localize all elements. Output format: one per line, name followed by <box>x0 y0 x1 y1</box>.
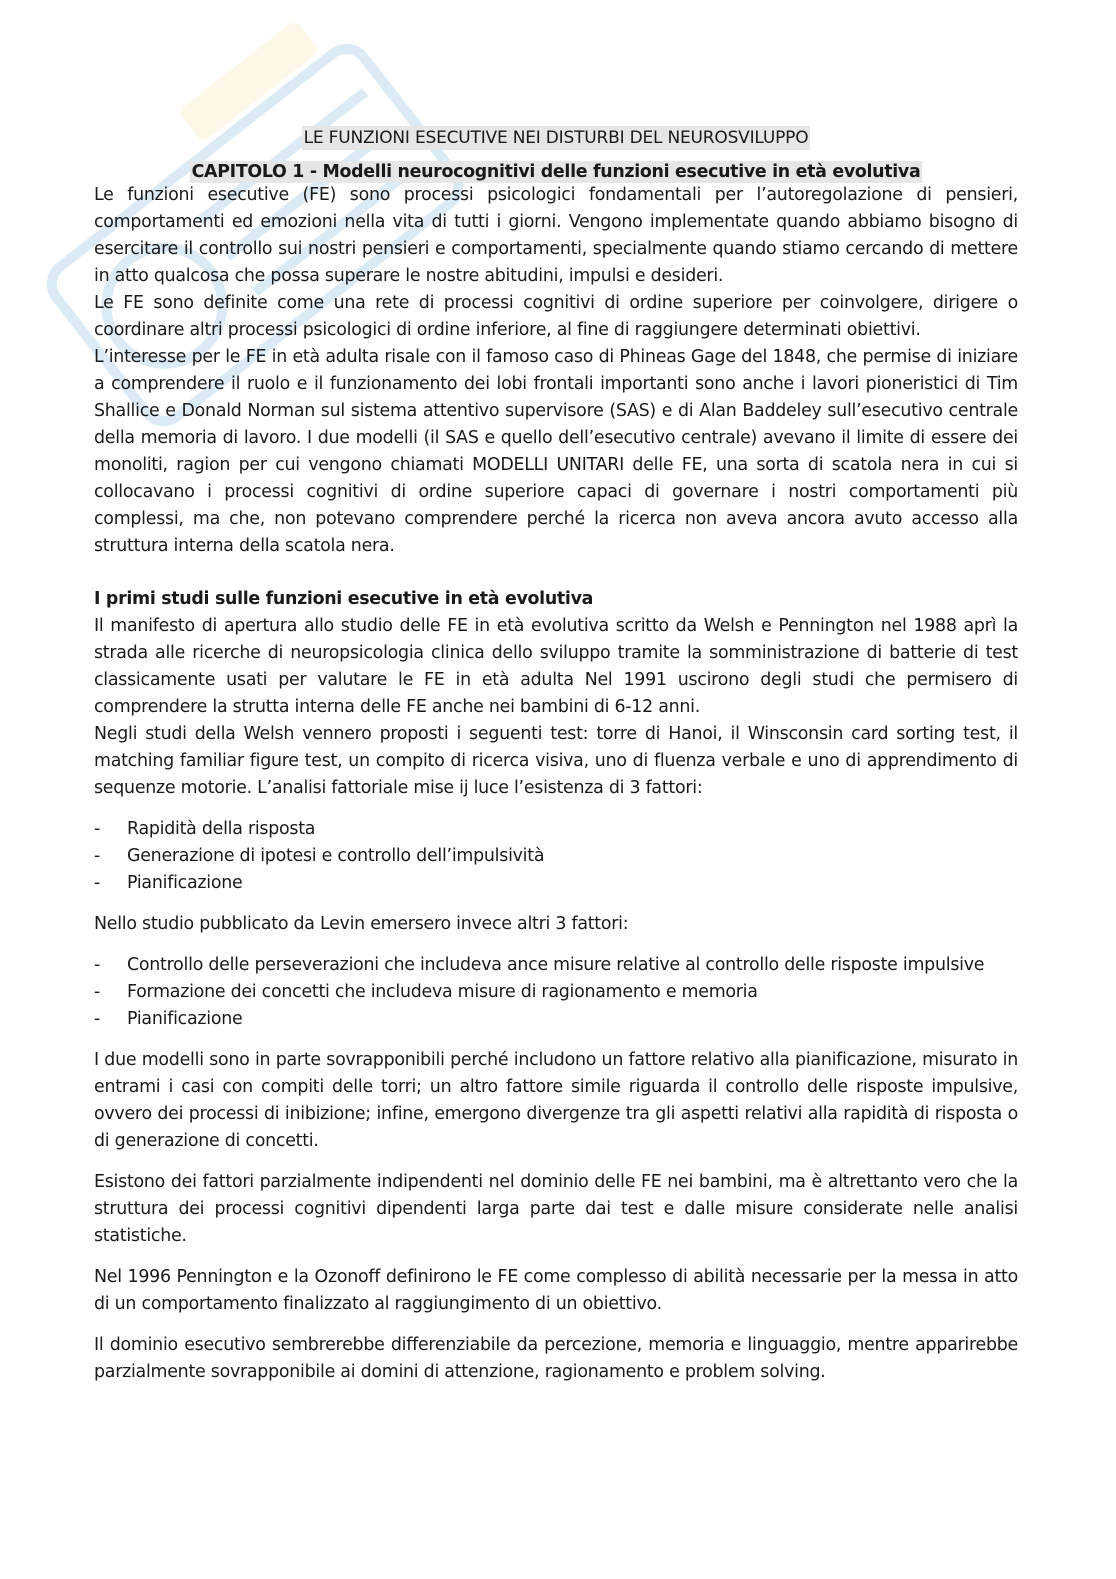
levin-intro-paragraph: Nello studio pubblicato da Levin emersero invece altri 3 fattori: <box>94 914 629 934</box>
chapter-title: CAPITOLO 1 - Modelli neurocognitivi delle funzioni esecutive in età evolutiva <box>191 162 921 182</box>
closing-paragraph: I due modelli sono in parte sovrapponibili perché includono un fattore relativo alla pianificazione, misurato in entrami i casi con compiti delle torri; un altro fattore simile riguarda il controllo delle risposte impulsive, ovvero dei processi di inibizione; infine, emergono divergenze tra gli aspetti relativi alla rapidità di risposta o di generazione di concetti. <box>94 1050 1018 1151</box>
section-paragraph: Negli studi della Welsh vennero proposti i seguenti test: torre di Hanoi, il Winsconsin card sorting test, il matching familiar figure test, un compito di ricerca visiva, uno di fluenza verbale e uno di apprendimento di sequenze motorie. L’analisi fattoriale mise ij luce l’esistenza di 3 fattori: <box>94 724 1018 798</box>
intro-paragraph: L’interesse per le FE in età adulta risale con il famoso caso di Phineas Gage del 1848, che permise di iniziare a comprendere il ruolo e il funzionamento dei lobi frontali importanti sono anche i lavori pioneristici di Tim Shallice e Donald Norman sul sistema attentivo supervisore (SAS) e di Alan Baddeley sull’esecutivo centrale della memoria di lavoro. I due modelli (il SAS e quello dell’esecutivo centrale) avevano il limite di essere dei monoliti, ragion per cui vengono chiamati MODELLI UNITARI delle FE, una sorta di scatola nera in cui si collocavano i processi cognitivi di ordine superiore capaci di governare i nostri comportamenti più complessi, ma che, non potevano comprendere perché la ricerca non aveva ancora avuto accesso alla struttura interna della scatola nera. <box>94 347 1018 556</box>
list-item: - Formazione dei concetti che includeva misure di ragionamento e memoria <box>94 979 1018 1006</box>
welsh-factor-list <box>94 816 1018 897</box>
list-item: - Pianificazione <box>94 870 1018 897</box>
document-title: LE FUNZIONI ESECUTIVE NEI DISTURBI DEL NEUROSVILUPPO <box>303 128 809 148</box>
document-page <box>94 128 1018 1386</box>
closing-paragraph: Il dominio esecutivo sembrerebbe differenziabile da percezione, memoria e linguaggio, mentre apparirebbe parzialmente sovrapponibile ai domini di attenzione, ragionamento e problem solving. <box>94 1335 1018 1382</box>
section-title: I primi studi sulle funzioni esecutive in età evolutiva <box>94 589 594 609</box>
intro-paragraph: Le FE sono definite come una rete di processi cognitivi di ordine superiore per coinvolgere, dirigere o coordinare altri processi psicologici di ordine inferiore, al fine di raggiungere determinati obiettivi. <box>94 293 1018 340</box>
closing-paragraph: Nel 1996 Pennington e la Ozonoff definirono le FE come complesso di abilità necessarie per la messa in atto di un comportamento finalizzato al raggiungimento di un obiettivo. <box>94 1267 1018 1314</box>
section-paragraph: Il manifesto di apertura allo studio delle FE in età evolutiva scritto da Welsh e Pennington nel 1988 aprì la strada alle ricerche di neuropsicologia clinica dello sviluppo tramite la somministrazione di batterie di test classicamente usati per valutare le FE in età adulta Nel 1991 uscirono degli studi che permisero di comprendere la strutta interna delle FE anche nei bambini di 6-12 anni. <box>94 616 1018 717</box>
list-item: - Controllo delle perseverazioni che includeva ance misure relative al controllo delle risposte impulsive <box>94 952 1018 979</box>
list-item: - Rapidità della risposta <box>94 816 1018 843</box>
levin-factor-list <box>94 952 1018 1033</box>
list-item: - Pianificazione <box>94 1006 1018 1033</box>
list-item: - Generazione di ipotesi e controllo dell’impulsività <box>94 843 1018 870</box>
closing-paragraph: Esistono dei fattori parzialmente indipendenti nel dominio delle FE nei bambini, ma è altrettanto vero che la struttura dei processi cognitivi dipendenti larga parte dai test e dalle misure considerate nelle analisi statistiche. <box>94 1172 1018 1246</box>
intro-paragraph: Le funzioni esecutive (FE) sono processi psicologici fondamentali per l’autoregolazione di pensieri, comportamenti ed emozioni nella vita di tutti i giorni. Vengono implementate quando abbiamo bisogno di esercitare il controllo sui nostri pensieri e comportamenti, specialmente quando stiamo cercando di mettere in atto qualcosa che possa superare le nostre abitudini, impulsi e desideri. <box>94 185 1018 286</box>
